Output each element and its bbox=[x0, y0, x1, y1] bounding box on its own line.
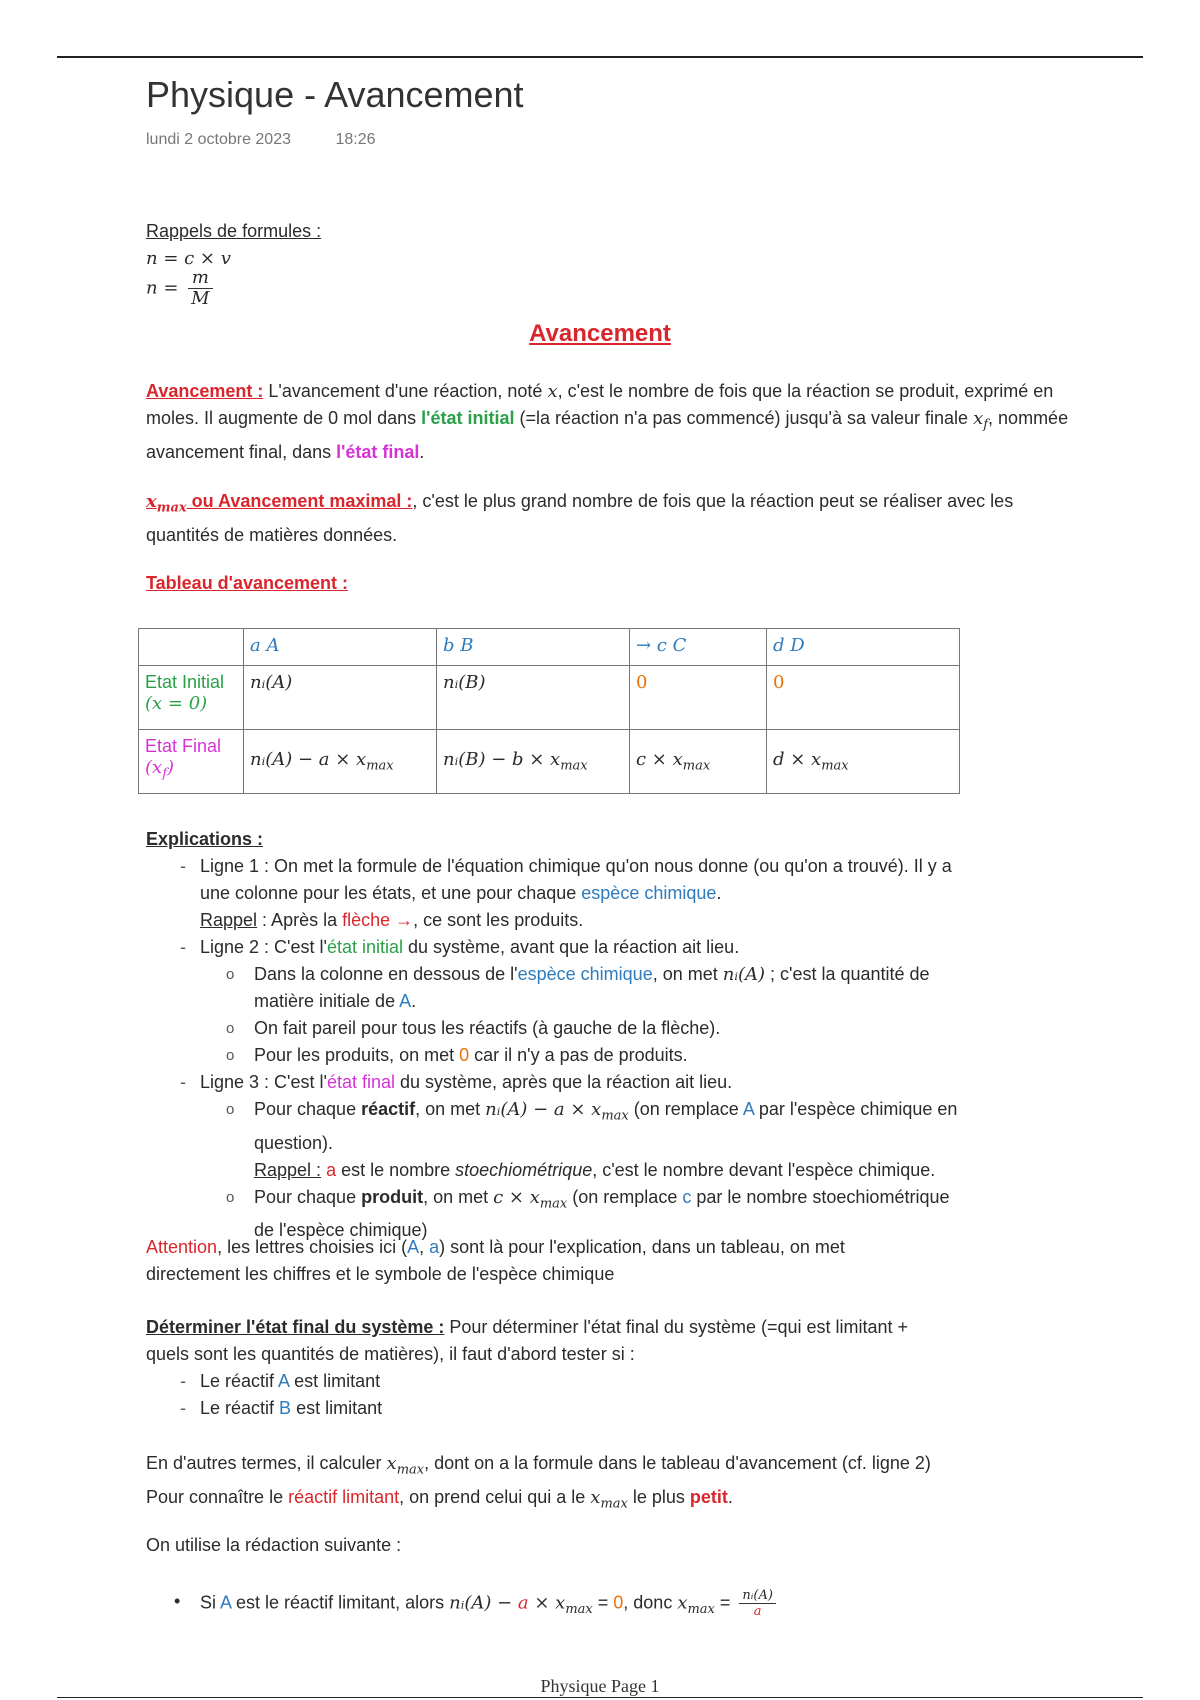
table-row bbox=[139, 730, 960, 794]
list-item: - Le réactif A est limitant bbox=[200, 1368, 382, 1395]
table-cell: 0 bbox=[767, 666, 960, 730]
table-row bbox=[139, 666, 960, 730]
formula-n-cv: n = c × v bbox=[146, 248, 231, 269]
sub-list bbox=[200, 1096, 1080, 1244]
formula-n-mM: n = $\frac{m}{M}$ bbox=[146, 268, 213, 309]
determiner-paragraph: Déterminer l'état final du système : Pour déterminer l'état final du système (=qui est limitant + quels sont les quantités de matières), il faut d'abord tester si : bbox=[146, 1317, 909, 1364]
sub-list bbox=[200, 961, 1080, 1069]
xmax-definition: $x_{max}$ ou Avancement maximal :, c'est le plus grand nombre de fois que la réaction peut se réaliser avec les quantités de matières données. bbox=[146, 491, 1014, 545]
explications-label: Explications : bbox=[146, 829, 264, 849]
row-label-initial: Etat Initial (x = 0) bbox=[139, 666, 244, 730]
table-cell: → c C bbox=[630, 629, 767, 666]
table-cell: b B bbox=[437, 629, 630, 666]
sub-list-item-cont: matière initiale de A. bbox=[254, 991, 417, 1011]
fraction: $\frac{m}{M}$ bbox=[188, 268, 212, 309]
list-item: - Ligne 1 : On met la formule de l'équation chimique qu'on nous donne (ou qu'on a trouvé). Il y a bbox=[200, 853, 1080, 880]
rappel-line: Rappel : a est le nombre stoechiométrique, c'est le nombre devant l'espèce chimique. bbox=[254, 1159, 936, 1180]
bottom-rule bbox=[57, 1697, 1143, 1698]
tableau-label: Tableau d'avancement : bbox=[146, 573, 349, 593]
page-title: Physique - Avancement bbox=[146, 74, 524, 115]
table-cell: a A bbox=[244, 629, 437, 666]
avancement-table bbox=[138, 628, 960, 794]
rappels-label: Rappels de formules : bbox=[146, 221, 322, 241]
table-cell: nᵢ(A) bbox=[244, 666, 437, 730]
page-meta bbox=[146, 131, 376, 149]
redaction-line: On utilise la rédaction suivante : bbox=[146, 1535, 402, 1555]
list-item-cont: une colonne pour les états, et une pour chaque espèce chimique. bbox=[200, 883, 722, 903]
determiner-list bbox=[200, 1368, 382, 1422]
table-cell: $c \times x_{max}$ bbox=[630, 730, 767, 794]
sub-list-item-cont: de l'espèce chimique) bbox=[254, 1220, 428, 1241]
section-title: Avancement bbox=[529, 320, 671, 347]
attention-note: Attention, les lettres choisies ici (A, a) sont là pour l'explication, dans un tableau, on met directement les chiffres et le symbole de l'espèce chimique bbox=[146, 1237, 845, 1284]
list-item: • Si A est le réactif limitant, alors nᵢ(A) − $a \times x_{max} = 0$, donc $x_{max}$ = $\frac{\text{nᵢ(A)}}{a}$ bbox=[200, 1588, 776, 1623]
sub-list-item: o Pour chaque produit, on met $c \times x_{max}$ (on remplace c par le nombre stoechiométrique bbox=[254, 1184, 1080, 1218]
fraction: $\frac{\text{nᵢ(A)}}{a}$ bbox=[739, 1588, 776, 1619]
table-cell: $d \times x_{max}$ bbox=[767, 730, 960, 794]
explications-list bbox=[200, 853, 1080, 1244]
table-cell bbox=[139, 629, 244, 666]
rappel-line: Rappel : Après la flèche →, ce sont les produits. bbox=[200, 910, 584, 930]
list-item: - Ligne 2 : C'est l'état initial du système, avant que la réaction ait lieu. bbox=[200, 934, 1080, 961]
table-cell: nᵢ(A) − $a \times x_{max}$ bbox=[244, 730, 437, 794]
list-item: - Le réactif B est limitant bbox=[200, 1395, 382, 1422]
row-label-final: Etat Final $(x_f)$ bbox=[139, 730, 244, 794]
page-footer: Physique Page 1 bbox=[540, 1676, 660, 1696]
table-cell: nᵢ(B) bbox=[437, 666, 630, 730]
sub-list-item: o Pour les produits, on met 0 car il n'y a pas de produits. bbox=[254, 1042, 1080, 1069]
autres-termes-paragraph: En d'autres termes, il calculer $x_{max}$, dont on a la formule dans le tableau d'avancement (cf. ligne 2) Pour connaître le réactif limitant, on prend celui qui a le $x_{max}$ le plus petit. bbox=[146, 1453, 931, 1512]
sub-list-item-cont: question). bbox=[254, 1132, 334, 1153]
sub-list-item: o Pour chaque réactif, on met nᵢ(A) − $a \times x_{max}$ (on remplace A par l'espèce chimique en bbox=[254, 1096, 1080, 1130]
table-header-row bbox=[139, 629, 960, 666]
list-item: - Ligne 3 : C'est l'état final du système, après que la réaction ait lieu. bbox=[200, 1069, 1080, 1096]
table-cell: nᵢ(B) − $b \times x_{max}$ bbox=[437, 730, 630, 794]
final-bullet bbox=[200, 1588, 776, 1623]
top-rule bbox=[57, 56, 1143, 58]
table-cell: d D bbox=[767, 629, 960, 666]
sub-list-item: o On fait pareil pour tous les réactifs (à gauche de la flèche). bbox=[254, 1015, 1080, 1042]
table-cell: 0 bbox=[630, 666, 767, 730]
page-time: 18:26 bbox=[335, 131, 376, 148]
avancement-definition: Avancement : L'avancement d'une réaction, noté x, c'est le nombre de fois que la réaction se produit, exprimé en moles. Il augmente de 0 mol dans l'état initial (=la réaction n'a pas commencé) jusqu'à sa valeur finale $x_f$, nommée avancement final, dans l'état final. bbox=[146, 381, 1069, 462]
page-date: lundi 2 octobre 2023 bbox=[146, 131, 291, 148]
sub-list-item: o Dans la colonne en dessous de l'espèce chimique, on met nᵢ(A) ; c'est la quantité de bbox=[254, 961, 1080, 988]
